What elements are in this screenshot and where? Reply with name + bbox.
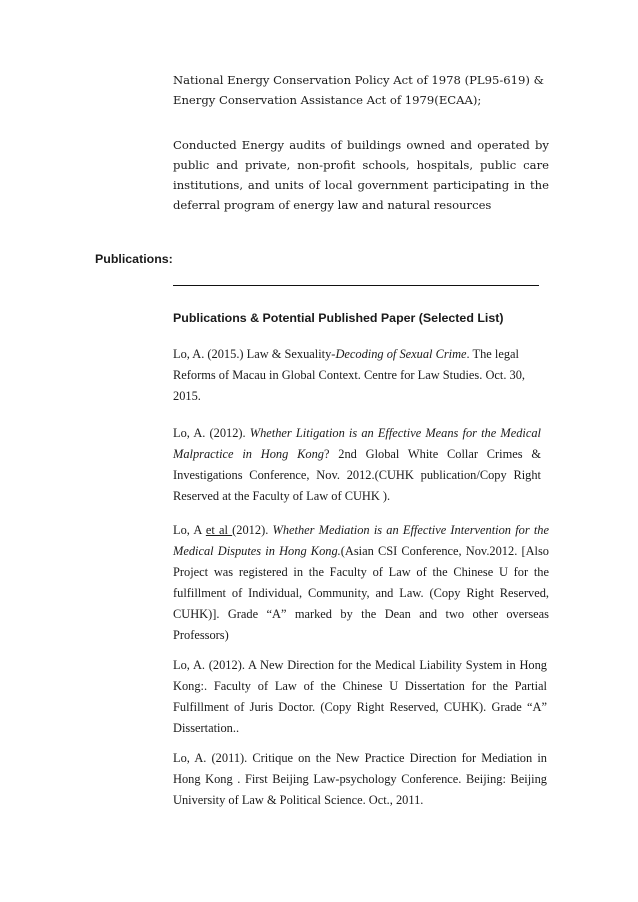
entry-3-et-al: et al [205, 523, 233, 537]
entry-4-text: Lo, A. (2012). A New Direction for the Medical Liability System in Hong Kong:. Faculty of Law of the Chinese U Dissertation for the Partial Fulfillment of Juris Doctor. (Copy Right Reserved, CUHK). Grade “A” Dissertation.. [173, 658, 547, 735]
publication-entry-4 [173, 655, 547, 739]
entry-1-title: Decoding of Sexual Crime [335, 347, 467, 361]
policy-line-1: National Energy Conservation Policy Act of 1978 (PL95-619) & [173, 73, 544, 87]
publication-entry-1 [173, 344, 545, 407]
energy-audit-paragraph: Conducted Energy audits of buildings owned and operated by public and private, non-profit schools, hospitals, public care institutions, and units of local government participating in the deferral program of energy law and natural resources [173, 138, 549, 212]
entry-3-details: (Asian CSI Conference, Nov.2012. [Also Project was registered in the Faculty of Law of the Chinese U for the fulfillment of Individual, Community, and Law. (Copy Right Reserved, CUHK)]. Grade “A” marked by the Dean and two other overseas Professors) [173, 544, 549, 642]
entry-1-details: . The legal Reforms of Macau in Global Context. Centre for Law Studies. Oct. 30, 2015. [173, 347, 526, 403]
publication-entry-5 [173, 748, 547, 811]
section-divider [173, 285, 539, 286]
entry-2-title: Whether Litigation is an Effective Means for the Medical Malpractice in Hong Kong [173, 426, 541, 461]
entry-2-text: Lo, A. (2012). [173, 426, 250, 440]
entry-3-year: (2012). [232, 523, 273, 537]
publication-entry-2 [173, 423, 541, 507]
entry-3-text: Lo, A [173, 523, 206, 537]
publications-heading: Publications: [95, 252, 173, 266]
publication-entry-3 [173, 520, 549, 646]
entry-1-text: Lo, A. (2015.) Law & Sexuality- [173, 347, 336, 361]
entry-3-title: Whether Mediation is an Effective Intervention for the Medical Disputes in Hong Kong. [173, 523, 549, 558]
entry-5-text: Lo, A. (2011). Critique on the New Practice Direction for Mediation in Hong Kong . First Beijing Law-psychology Conference. Beijing: Beijing University of Law & Political Science. Oct., 2011. [173, 751, 547, 807]
publications-subheading: Publications & Potential Published Paper (Selected List) [173, 311, 504, 325]
entry-2-details: ? 2nd Global White Collar Crimes & Investigations Conference, Nov. 2012.(CUHK publication/Copy Right Reserved at the Faculty of Law of CUHK ). [173, 447, 541, 503]
policy-line-2: Energy Conservation Assistance Act of 1979(ECAA); [173, 93, 482, 107]
policy-acts [173, 70, 549, 110]
